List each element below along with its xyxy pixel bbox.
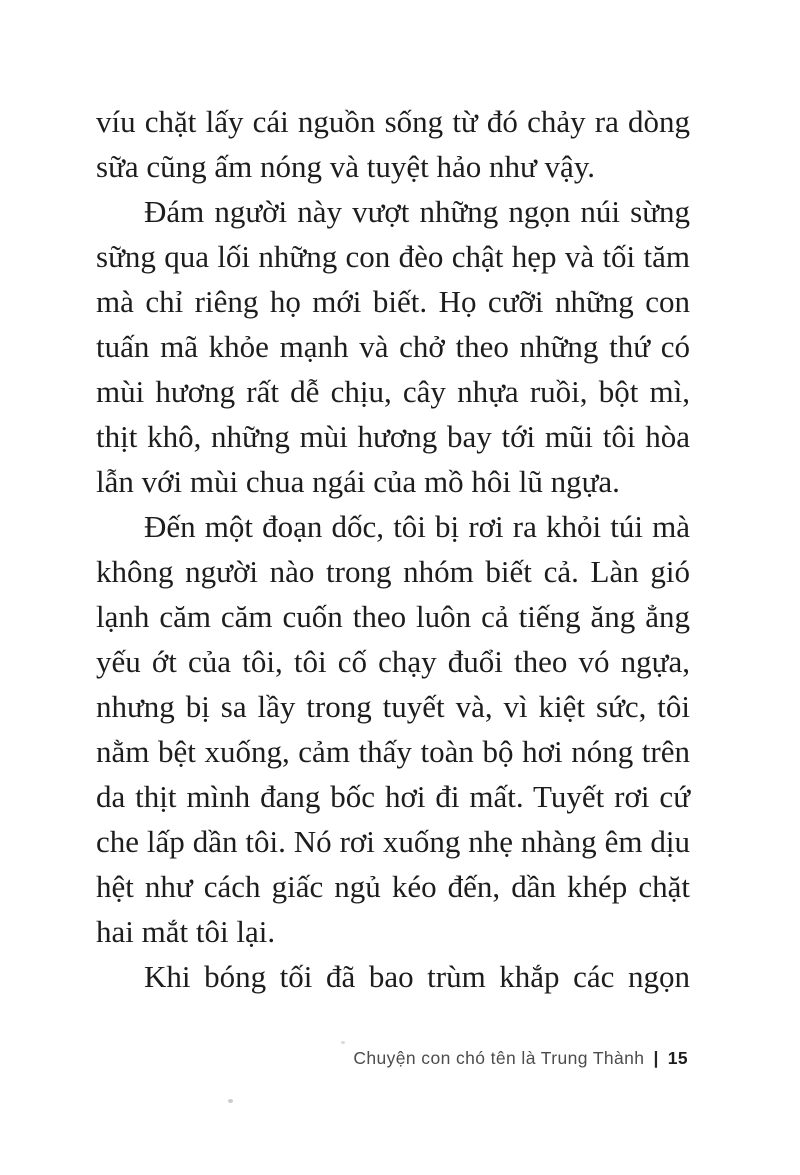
text-line: hai mắt tôi lại. xyxy=(96,914,276,949)
text-line: tuấn mã khỏe mạnh và chở theo những thứ có xyxy=(96,329,690,364)
page-number: 15 xyxy=(667,1048,688,1068)
footer-separator: | xyxy=(653,1048,659,1068)
page-footer xyxy=(353,1048,688,1069)
text-line: mùi hương rất dễ chịu, cây nhựa ruồi, bột mì, xyxy=(96,374,690,409)
scan-speck xyxy=(228,1099,233,1103)
text-line: Đám người này vượt những ngọn núi sừng xyxy=(144,194,690,229)
scan-speck xyxy=(341,1041,345,1044)
text-line: Đến một đoạn dốc, tôi bị rơi ra khỏi túi mà xyxy=(144,509,690,544)
text-line: thịt khô, những mùi hương bay tới mũi tôi hòa xyxy=(96,419,690,454)
text-line: lẫn với mùi chua ngái của mồ hôi lũ ngựa. xyxy=(96,464,620,499)
text-line: che lấp dần tôi. Nó rơi xuống nhẹ nhàng êm dịu xyxy=(96,824,690,859)
text-line: nhưng bị sa lầy trong tuyết và, vì kiệt sức, tôi xyxy=(96,689,690,724)
text-line: nằm bệt xuống, cảm thấy toàn bộ hơi nóng trên xyxy=(96,734,690,769)
page-body-text xyxy=(96,99,690,999)
running-title: Chuyện con chó tên là Trung Thành xyxy=(353,1048,645,1068)
text-line: yếu ớt của tôi, tôi cố chạy đuổi theo vó ngựa, xyxy=(96,644,690,679)
text-line: da thịt mình đang bốc hơi đi mất. Tuyết rơi cứ xyxy=(96,779,690,814)
text-line: mà chỉ riêng họ mới biết. Họ cưỡi những con xyxy=(96,284,690,319)
text-line: hệt như cách giấc ngủ kéo đến, dần khép chặt xyxy=(96,869,690,904)
text-line: không người nào trong nhóm biết cả. Làn gió xyxy=(96,554,690,589)
text-line: sữa cũng ấm nóng và tuyệt hảo như vậy. xyxy=(96,149,596,184)
text-line: lạnh căm căm cuốn theo luôn cả tiếng ăng ẳng xyxy=(96,599,690,634)
text-line: sững qua lối những con đèo chật hẹp và tối tăm xyxy=(96,239,690,274)
text-line: víu chặt lấy cái nguồn sống từ đó chảy ra dòng xyxy=(96,104,690,139)
text-line: Khi bóng tối đã bao trùm khắp các ngọn xyxy=(144,959,690,994)
